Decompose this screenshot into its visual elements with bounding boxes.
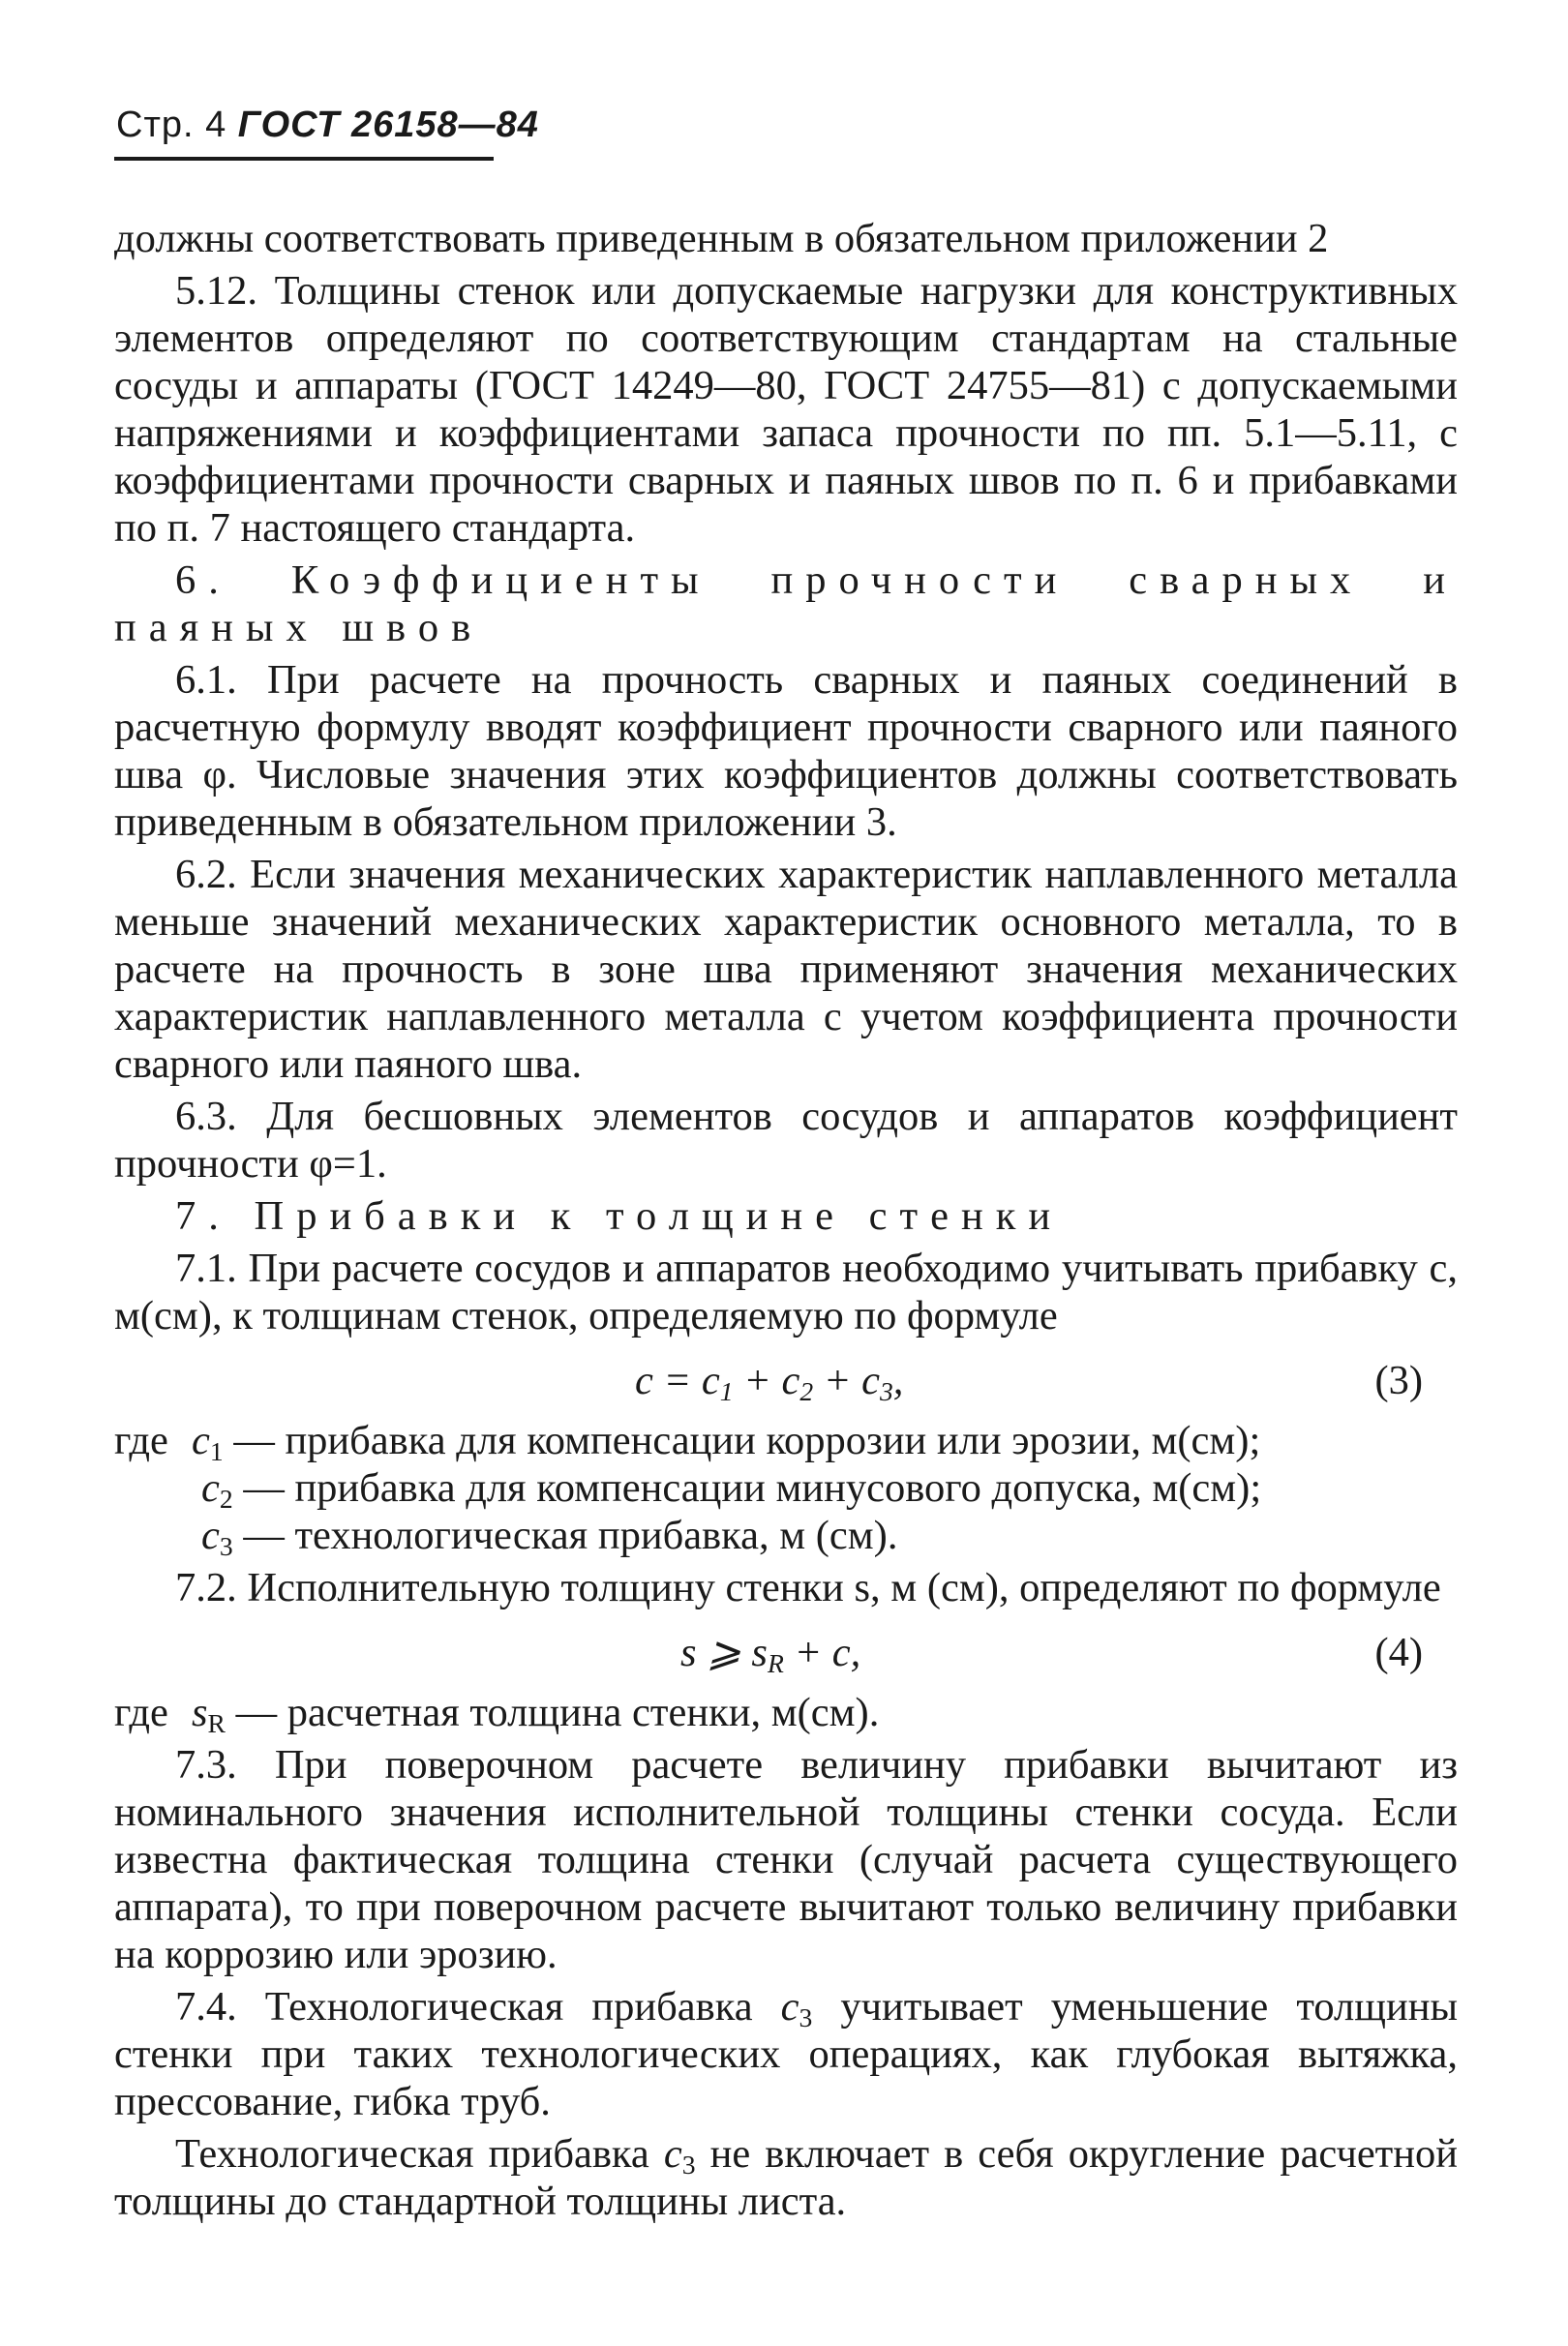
header-rule — [114, 157, 494, 161]
paragraph-6-3: 6.3. Для бесшовных элементов сосудов и аппаратов коэффициент прочности φ=1. — [114, 1094, 1458, 1187]
section-heading-7: 7. Прибавки к толщине стенки — [175, 1193, 1064, 1239]
paragraph-5-12: 5.12. Толщины стенок или допускаемые нагрузки для конструктивных элементов определяют по соответствующим стандартам на стальные сосуды и аппараты (ГОСТ 14249—80, ГОСТ 24755—81) с допускаемыми напряжениями и коэффициентами запаса прочности по пп. 5.1—5.11, с коэффициентами прочности сварных и паяных швов по п. 6 и прибавками по п. 7 настоящего стандарта. — [114, 268, 1458, 551]
where-c1: где $c_1$ — прибавка для компенсации коррозии или эрозии, м(см); — [114, 1418, 1261, 1466]
standard-number: ГОСТ 26158—84 — [237, 105, 539, 145]
formula-4-expression: s ⩾ $s_R + c$, — [680, 1630, 861, 1678]
where-c2: $c_2$ — прибавка для компенсации минусового допуска, м(см); — [201, 1465, 1262, 1514]
paragraph-7-1: 7.1. При расчете сосудов и аппаратов необходимо учитывать прибавку с, м(см), к толщинам стенок, определяемую по формуле — [114, 1246, 1458, 1338]
paragraph-continuation: должны соответствовать приведенным в обязательном приложении 2 — [114, 216, 1329, 261]
formula-4 — [114, 1625, 1458, 1683]
formula-4-number: (4) — [1374, 1630, 1423, 1675]
formula-3-number: (3) — [1374, 1358, 1423, 1403]
paragraph-6-2: 6.2. Если значения механических характеристик наплавленного металла меньше значений механических характеристик основного металла, то в расчете на прочность в зоне шва применяют значения механических характеристик наплавленного металла с учетом коэффициента прочности сварного или паяного шва. — [114, 852, 1458, 1087]
paragraph-7-4: 7.4. Технологическая прибавка $c_3$ учитывает уменьшение толщины стенки при таких технологических операциях, как глубокая вытяжка, прессование, гибка труб. — [114, 1984, 1459, 2124]
paragraph-7-3: 7.3. При поверочном расчете величину прибавки вычитают из номинального значения исполнительной толщины стенки сосуда. Если известна фактическая толщина стенки (случай расчета существующего аппарата), то при поверочном расчете вычитают только величину прибавки на коррозию или эрозию. — [114, 1742, 1458, 1977]
paragraph-6-1: 6.1. При расчете на прочность сварных и паяных соединений в расчетную формулу вводят коэффициент прочности сварного или паяного шва φ. Числовые значения этих коэффициентов должны соответствовать приведенным в обязательном приложении 3. — [114, 657, 1458, 845]
section-heading-6: 6. Коэффициенты прочности сварных и паяных швов — [114, 557, 1458, 650]
paragraph-7-2: 7.2. Исполнительную толщину стенки s, м (см), определяют по формуле — [175, 1565, 1441, 1610]
body-text — [114, 215, 1458, 2230]
formula-3-expression: $c = c_1 + c_2 + c_3$, — [635, 1358, 904, 1406]
page-header — [116, 105, 539, 146]
formula-3 — [114, 1353, 1458, 1411]
where-c3: $c_3$ — технологическая прибавка, м (см). — [201, 1513, 898, 1561]
paragraph-final: Технологическая прибавка $c_3$ не включает в себя округление расчетной толщины до стандартной толщины листа. — [114, 2131, 1458, 2224]
where-sr: где $s_R$ — расчетная толщина стенки, м(см). — [114, 1690, 880, 1738]
page-label: Стр. 4 — [116, 105, 227, 145]
